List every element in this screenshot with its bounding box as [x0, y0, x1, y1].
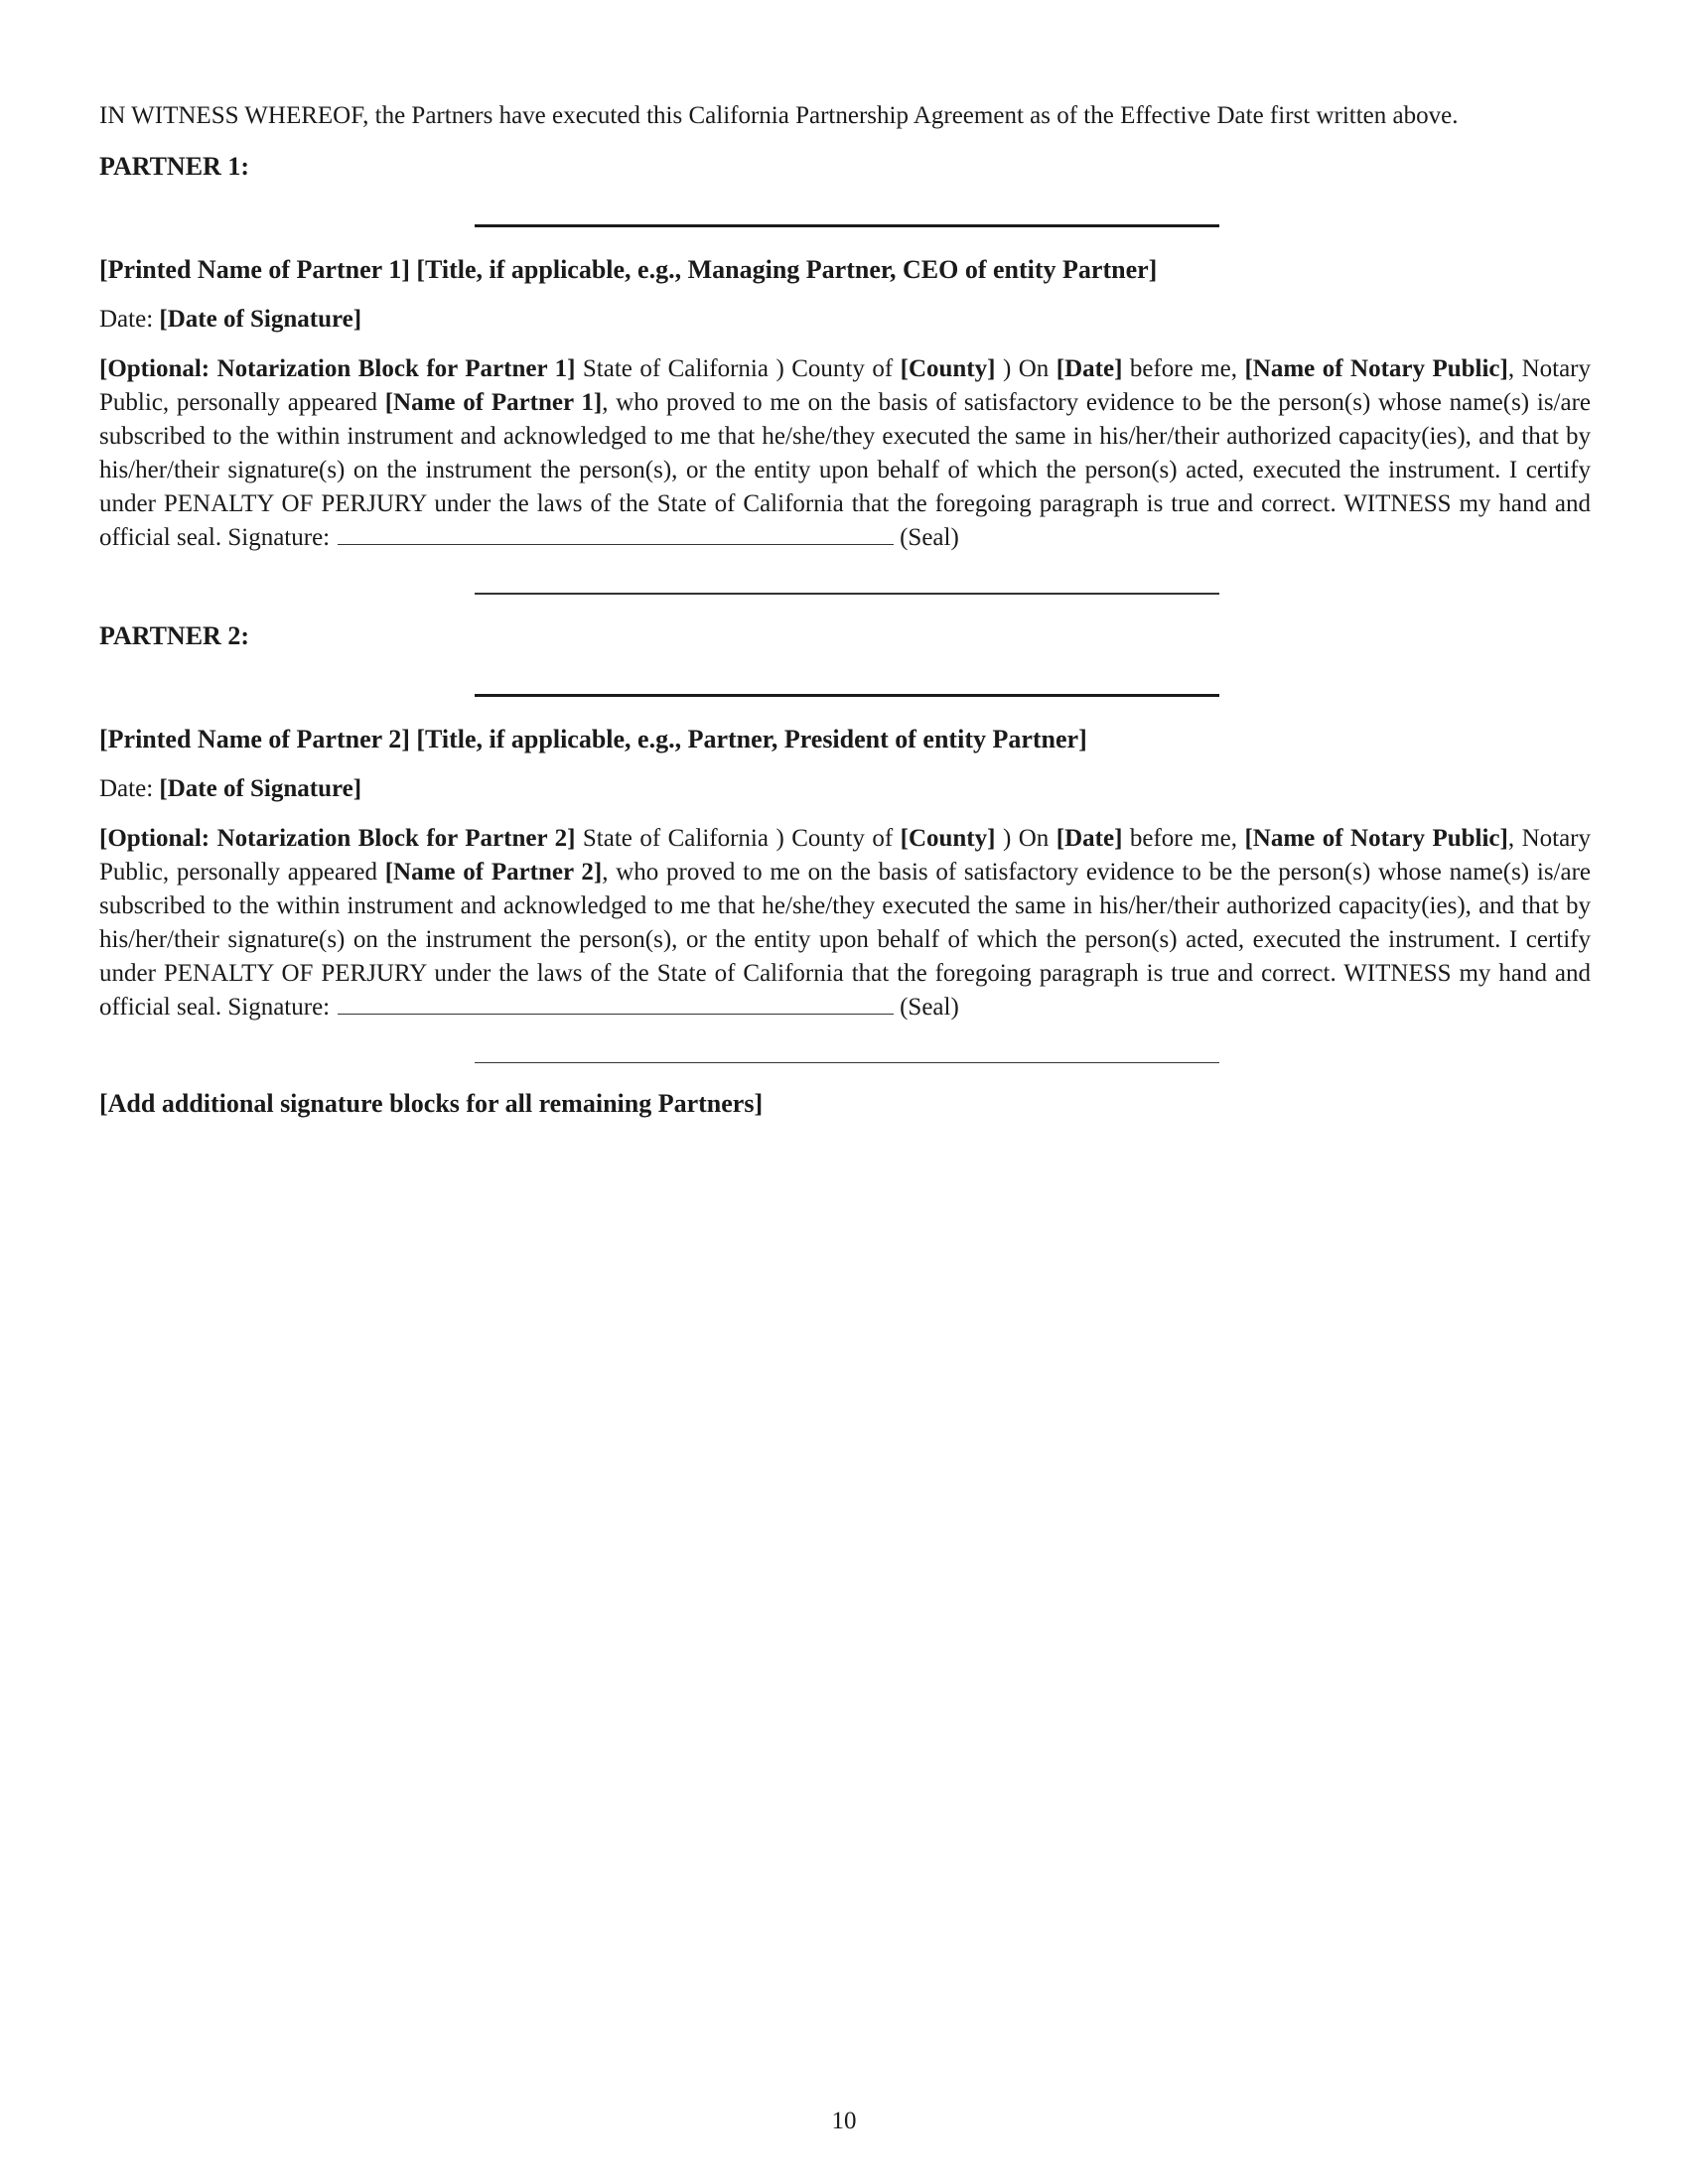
date-label: Date: [99, 774, 154, 802]
witness-intro: IN WITNESS WHEREOF, the Partners have executed this California Partnership Agreement as of the Effective Date first written above. [99, 102, 1459, 129]
notary-county: [County] [900, 824, 996, 852]
partner-2-heading: PARTNER 2: [99, 620, 249, 650]
notary-date: [Date] [1055, 355, 1123, 382]
seal-label: (Seal) [900, 993, 959, 1021]
notary-partner-name: [Name of Partner 1] [384, 389, 603, 416]
notary-public-name: [Name of Notary Public] [1244, 355, 1508, 382]
partner-1-heading: PARTNER 1: [99, 152, 249, 181]
partner-2-printed-name: [Printed Name of Partner 2] [Title, if applicable, e.g., Partner, President of entity Partner] [99, 724, 1087, 753]
notary-public-name: [Name of Notary Public] [1244, 824, 1508, 852]
date-value: [Date of Signature] [159, 774, 362, 802]
page-number: 10 [831, 2108, 857, 2134]
partner-2-signature-line [475, 694, 1219, 697]
partner-1-date [99, 303, 1591, 337]
date-label: Date: [99, 306, 154, 333]
partner-2-date [99, 772, 1591, 806]
notary-signature-blank [338, 522, 894, 545]
notary-optional-label: [Optional: Notarization Block for Partner 1] [99, 355, 576, 382]
document-page [99, 99, 1591, 1121]
notary-signature-line [475, 1062, 1219, 1064]
partner-2-notary-block: [Optional: Notarization Block for Partner 2] State of California ) County of [County] ) On [Date] before me, [Name of Notary Public], Notary Public, personally appeared [Name of Partner 2], who proved to me on the basis of satisfactory evidence to be the person(s) whose name(s) is/are subscribed to the within instrument and acknowledged to me that he/she/they executed the same in his/her/their authorized capacity(ies), and that by his/her/their signature(s) on the instrument the person(s), or the entity upon behalf of which the person(s) acted, executed the instrument. I certify under PENALTY OF PERJURY under the laws of the State of California that the foregoing paragraph is true and correct. WITNESS my hand and official seal. Signature: (Seal) [99, 824, 1592, 1021]
date-value: [Date of Signature] [159, 306, 362, 333]
notary-signature-blank [338, 992, 894, 1015]
partner-1-block [99, 150, 1591, 595]
partner-1-signature-line [475, 224, 1219, 227]
partner-1-notary-block: [Optional: Notarization Block for Partner 1] State of California ) County of [County] ) On [Date] before me, [Name of Notary Public], Notary Public, personally appeared [Name of Partner 1], who proved to me on the basis of satisfactory evidence to be the person(s) whose name(s) is/are subscribed to the within instrument and acknowledged to me that he/she/they executed the same in his/her/their authorized capacity(ies), and that by his/her/their signature(s) on the instrument the person(s), or the entity upon behalf of which the person(s) acted, executed the instrument. I certify under PENALTY OF PERJURY under the laws of the State of California that the foregoing paragraph is true and correct. WITNESS my hand and official seal. Signature: (Seal) [99, 355, 1592, 551]
notary-partner-name: [Name of Partner 2] [384, 858, 603, 886]
partner-2-block [99, 619, 1591, 1064]
notary-signature-line [475, 593, 1219, 595]
seal-label: (Seal) [900, 524, 959, 551]
notary-date: [Date] [1055, 824, 1123, 852]
partner-1-printed-name: [Printed Name of Partner 1] [Title, if applicable, e.g., Managing Partner, CEO of entity Partner] [99, 255, 1158, 284]
notary-county: [County] [900, 355, 996, 382]
notary-optional-label: [Optional: Notarization Block for Partner 2] [99, 824, 576, 852]
additional-blocks-note: [Add additional signature blocks for all remaining Partners] [99, 1089, 764, 1119]
